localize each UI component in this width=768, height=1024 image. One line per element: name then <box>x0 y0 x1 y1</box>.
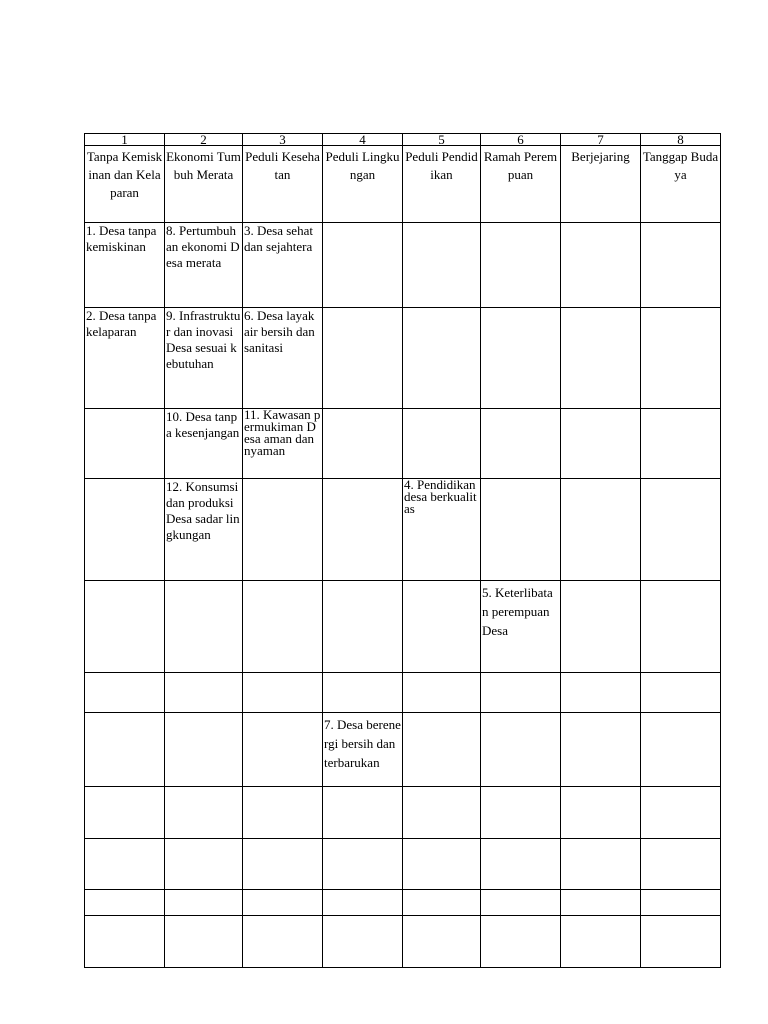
table-cell <box>165 223 243 308</box>
table-row <box>85 581 721 673</box>
column-header-label: Peduli Pendidikan <box>405 149 478 182</box>
column-header <box>165 146 243 223</box>
table-cell <box>243 673 323 713</box>
table-cell <box>403 890 481 916</box>
table-cell <box>165 308 243 409</box>
indicator-goal-text: 10. Desa tanpa kesenjangan <box>166 409 240 440</box>
table-cell <box>243 787 323 839</box>
table-cell <box>481 223 561 308</box>
table-cell <box>85 581 165 673</box>
column-header-label: Tanpa Kemiskinan dan Kelaparan <box>86 149 163 200</box>
table-cell <box>165 713 243 787</box>
indicator-goal-text: 8. Pertumbuhan ekonomi Desa merata <box>166 223 240 270</box>
table-row <box>85 916 721 968</box>
indicator-goal-text: 4. Pendidikan desa berkualitas <box>404 478 477 516</box>
indicator-goal-text: 3. Desa sehat dan sejahtera <box>244 223 313 254</box>
table-cell <box>481 308 561 409</box>
table-cell <box>85 409 165 479</box>
table-cell <box>243 479 323 581</box>
table-cell <box>323 890 403 916</box>
table-cell <box>561 223 641 308</box>
table-cell <box>243 890 323 916</box>
table-row <box>85 479 721 581</box>
table-row <box>85 308 721 409</box>
column-number: 3 <box>243 134 323 146</box>
table-cell <box>561 673 641 713</box>
column-header <box>243 146 323 223</box>
table-cell <box>85 223 165 308</box>
table-cell <box>481 713 561 787</box>
table-cell <box>641 839 721 890</box>
table-cell <box>481 839 561 890</box>
table-cell <box>561 890 641 916</box>
indicator-goal-text: 12. Konsumsi dan produksi Desa sadar lingkungan <box>166 479 240 542</box>
column-header-label: Peduli Lingkungan <box>325 149 400 182</box>
table-cell <box>323 479 403 581</box>
table-cell <box>243 713 323 787</box>
table-cell <box>85 787 165 839</box>
column-header <box>85 146 165 223</box>
column-number: 7 <box>561 134 641 146</box>
table-cell <box>165 409 243 479</box>
table-row <box>85 839 721 890</box>
column-header <box>403 146 481 223</box>
table-cell <box>165 581 243 673</box>
table-cell <box>403 787 481 839</box>
table-cell <box>85 713 165 787</box>
table-cell <box>481 581 561 673</box>
table-cell <box>561 713 641 787</box>
column-number-row <box>85 134 721 146</box>
table-row <box>85 713 721 787</box>
table-cell <box>243 223 323 308</box>
table-cell <box>481 916 561 968</box>
table-cell <box>323 787 403 839</box>
table-row <box>85 890 721 916</box>
table-cell <box>641 713 721 787</box>
table-cell <box>641 479 721 581</box>
table-cell <box>403 581 481 673</box>
table-cell <box>481 890 561 916</box>
table-cell <box>243 308 323 409</box>
table-cell <box>403 713 481 787</box>
table-cell <box>323 308 403 409</box>
table-cell <box>323 409 403 479</box>
table-cell <box>641 581 721 673</box>
column-header <box>481 146 561 223</box>
sdgs-desa-table <box>84 133 721 968</box>
indicator-goal-text: 2. Desa tanpa kelaparan <box>86 308 157 339</box>
indicator-goal-text: 7. Desa berenergi bersih dan terbarukan <box>324 717 401 770</box>
table-cell <box>323 223 403 308</box>
table-cell <box>641 409 721 479</box>
column-number: 2 <box>165 134 243 146</box>
table-cell <box>323 916 403 968</box>
table-cell <box>165 787 243 839</box>
table-cell <box>323 581 403 673</box>
column-header-label: Ekonomi Tumbuh Merata <box>166 149 241 182</box>
table-cell <box>481 673 561 713</box>
column-number: 8 <box>641 134 721 146</box>
table-row <box>85 409 721 479</box>
indicator-goal-text: 1. Desa tanpa kemiskinan <box>86 223 157 254</box>
table-row <box>85 223 721 308</box>
table-row <box>85 787 721 839</box>
table-cell <box>561 787 641 839</box>
table-cell <box>403 479 481 581</box>
table-cell <box>641 308 721 409</box>
column-number: 6 <box>481 134 561 146</box>
table-cell <box>561 916 641 968</box>
table-cell <box>85 308 165 409</box>
table-cell <box>85 839 165 890</box>
column-header-label: Ramah Perempuan <box>483 149 558 182</box>
table-cell <box>641 673 721 713</box>
table-cell <box>403 223 481 308</box>
table-cell <box>481 479 561 581</box>
table-cell <box>481 787 561 839</box>
table-cell <box>561 409 641 479</box>
table-cell <box>323 673 403 713</box>
table-cell <box>323 713 403 787</box>
table-cell <box>243 409 323 479</box>
table-cell <box>85 479 165 581</box>
table-cell <box>403 409 481 479</box>
table-cell <box>561 479 641 581</box>
column-header-label: Berjejaring <box>571 149 630 164</box>
column-header-label: Peduli Kesehatan <box>245 149 320 182</box>
table-cell <box>85 673 165 713</box>
table-cell <box>165 916 243 968</box>
table-cell <box>165 839 243 890</box>
table-cell <box>641 916 721 968</box>
indicator-goal-text: 11. Kawasan permukiman Desa aman dan nyaman <box>244 408 321 458</box>
table-cell <box>243 581 323 673</box>
table-cell <box>85 890 165 916</box>
table-cell <box>403 916 481 968</box>
table-cell <box>323 839 403 890</box>
table-cell <box>481 409 561 479</box>
table-cell <box>165 890 243 916</box>
table-row <box>85 673 721 713</box>
table-cell <box>243 839 323 890</box>
table-cell <box>85 916 165 968</box>
column-header <box>641 146 721 223</box>
table-cell <box>403 839 481 890</box>
table-cell <box>641 223 721 308</box>
table-cell <box>561 839 641 890</box>
table-cell <box>403 308 481 409</box>
table-cell <box>403 673 481 713</box>
column-number: 4 <box>323 134 403 146</box>
column-number: 5 <box>403 134 481 146</box>
column-header-label: Tanggap Budaya <box>642 149 719 182</box>
column-header-row <box>85 146 721 223</box>
table-cell <box>561 308 641 409</box>
indicator-goal-text: 9. Infrastruktur dan inovasi Desa sesuai kebutuhan <box>166 308 241 371</box>
table-cell <box>641 787 721 839</box>
table-cell <box>165 673 243 713</box>
column-header <box>561 146 641 223</box>
indicator-goal-text: 5. Keterlibatan perempuan Desa <box>482 585 553 638</box>
table-cell <box>243 916 323 968</box>
table-cell <box>561 581 641 673</box>
column-number: 1 <box>85 134 165 146</box>
table-cell <box>641 890 721 916</box>
table-cell <box>165 479 243 581</box>
column-header <box>323 146 403 223</box>
indicator-goal-text: 6. Desa layak air bersih dan sanitasi <box>244 308 315 355</box>
